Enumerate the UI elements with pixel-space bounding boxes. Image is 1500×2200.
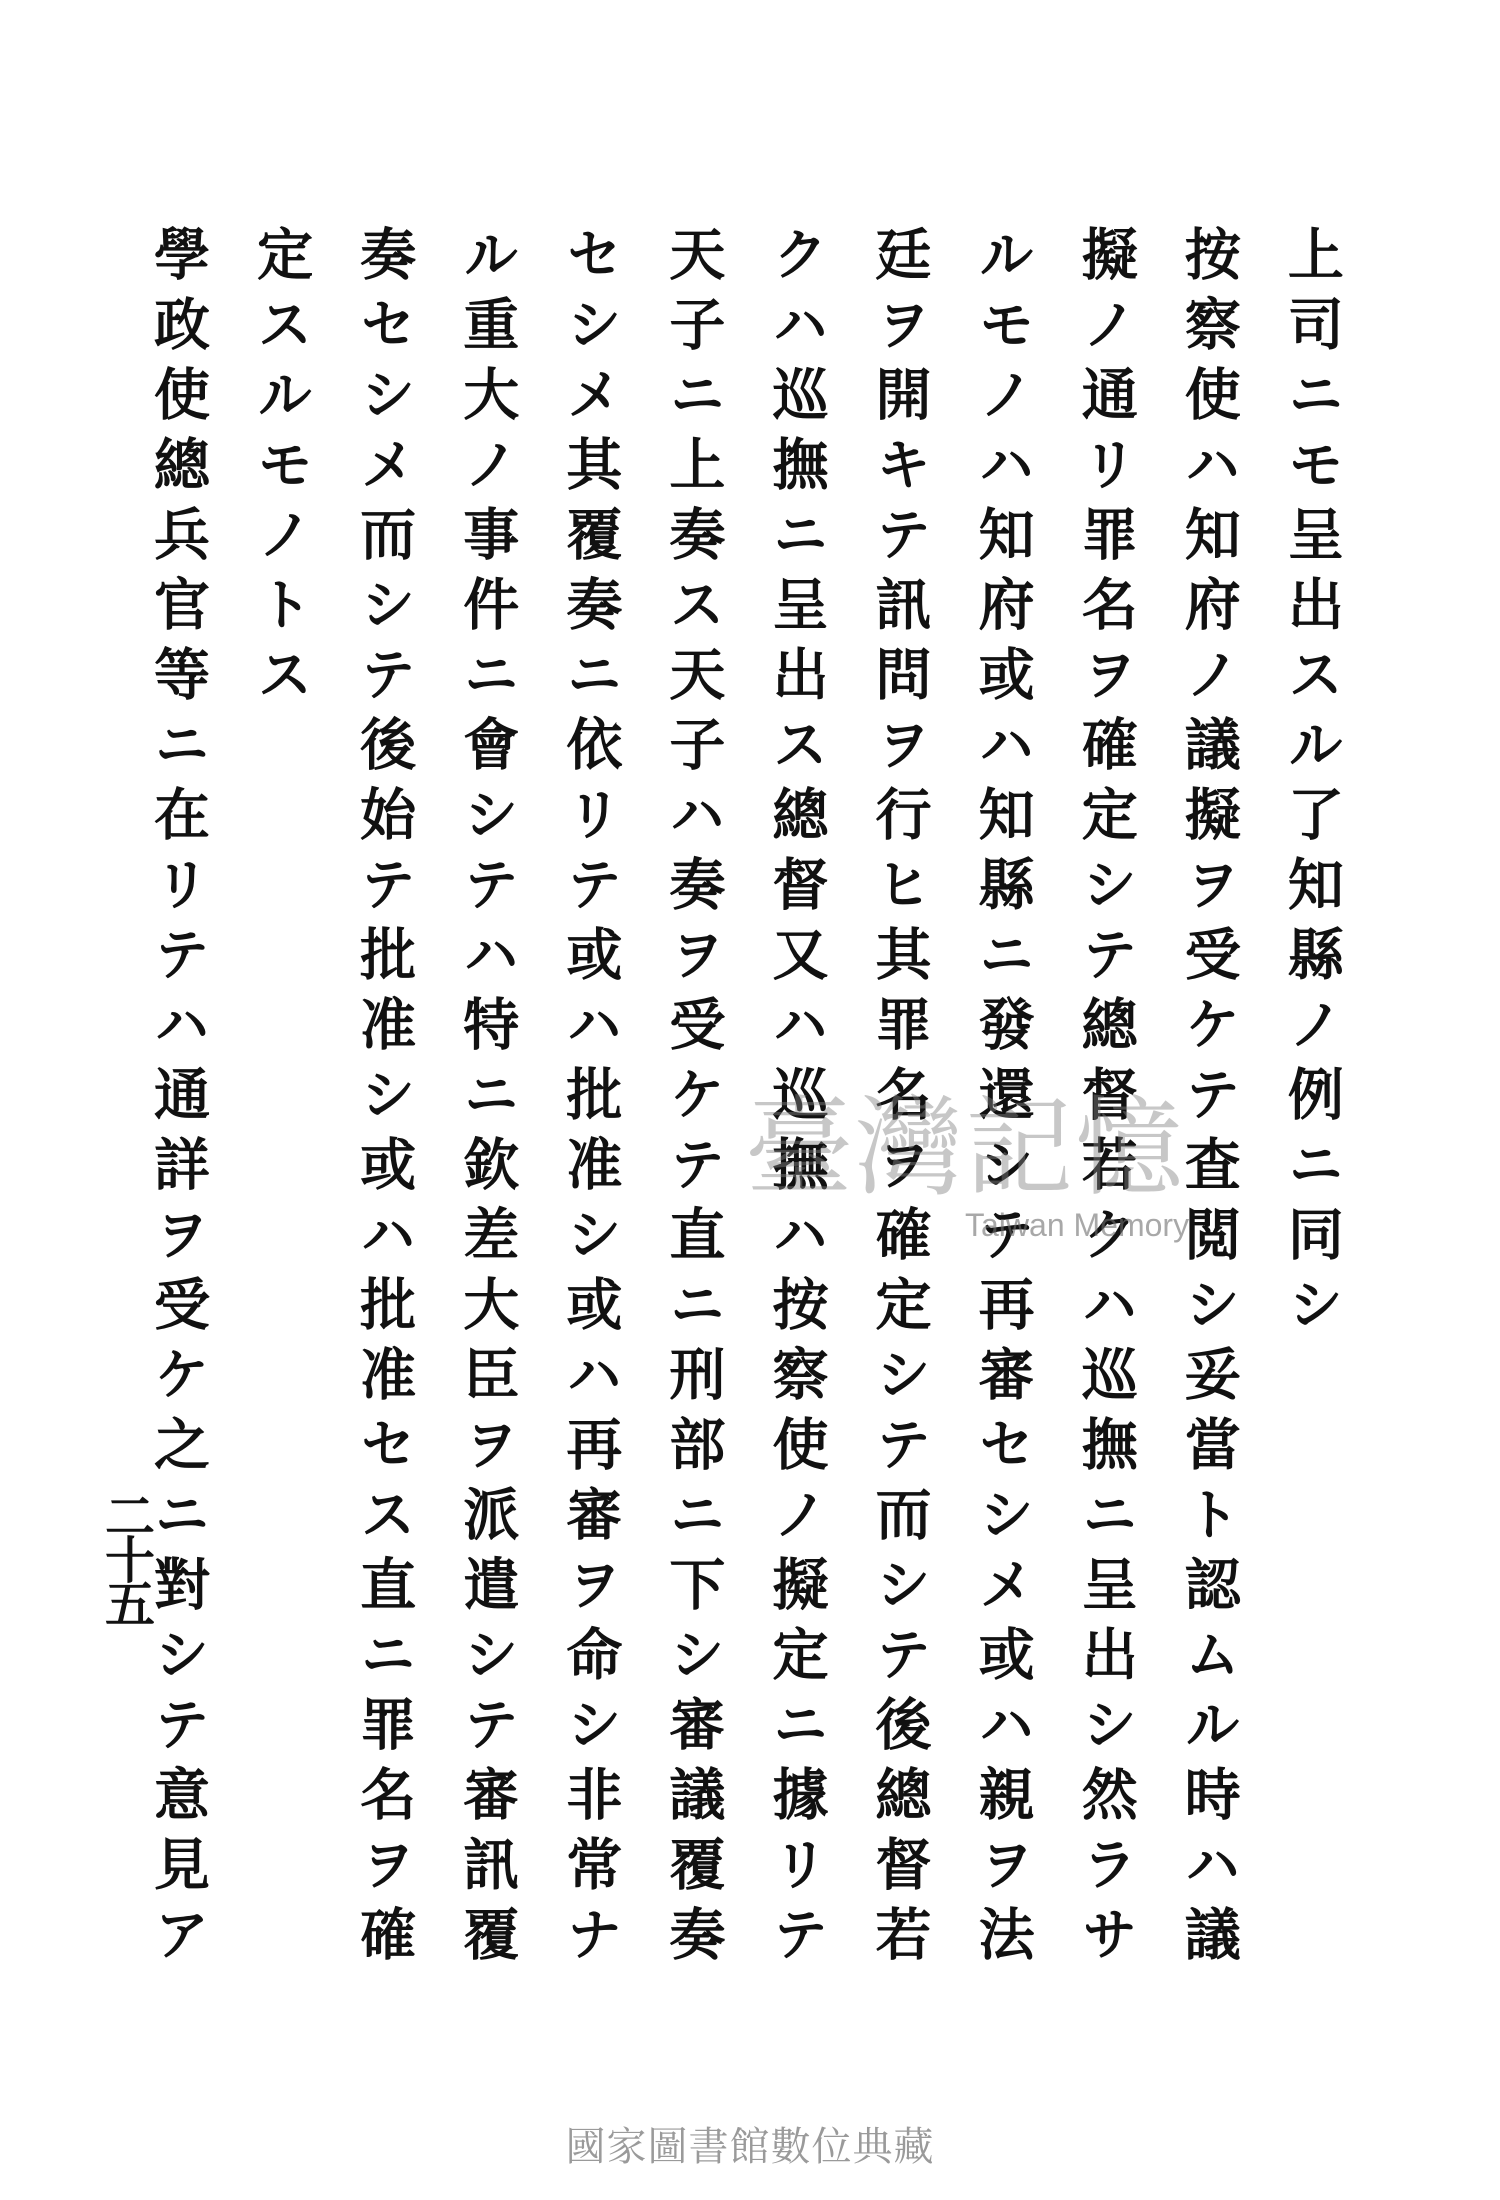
text-column-6: クハ巡撫ニ呈出ス總督又ハ巡撫ハ按察使ノ擬定ニ據リテ [763,225,830,1975]
text-column-5: 廷ヲ開キテ訊問ヲ行ヒ其罪名ヲ確定シテ而シテ後總督若 [866,225,933,1975]
text-column-7: 天子ニ上奏ス天子ハ奏ヲ受ケテ直ニ刑部ニ下シ審議覆奏 [660,225,727,1975]
text-column-1: 上司ニモ呈出スル了知縣ノ例ニ同シ [1278,225,1345,1345]
text-column-3: 擬ノ通リ罪名ヲ確定シテ總督若クハ巡撫ニ呈出シ然ラサ [1072,225,1139,1975]
text-column-10: 奏セシメ而シテ後始テ批准シ或ハ批准セス直ニ罪名ヲ確 [351,225,418,1975]
page-number: 二十五 [97,1490,156,1622]
text-column-12: 學政使總兵官等ニ在リテハ通詳ヲ受ケ之ニ對シテ意見ア [145,225,211,1975]
watermark-chinese: 臺灣記憶 [745,1086,1186,1211]
text-column-2: 按察使ハ知府ノ議擬ヲ受ケテ査閲シ妥當ト認ムル時ハ議 [1175,225,1242,1975]
footer-caption: 國家圖書館數位典藏 [565,2124,935,2170]
vertical-text-block [145,225,1345,2025]
text-column-8: セシメ其覆奏ニ依リテ或ハ批准シ或ハ再審ヲ命シ非常ナ [557,225,624,1975]
text-column-9: ル重大ノ事件ニ會シテハ特ニ欽差大臣ヲ派遣シテ審訊覆 [454,225,521,1975]
watermark-english: Taiwan Memory [965,1207,1190,1243]
text-column-11: 定スルモノトス [248,225,315,715]
text-column-4: ルモノハ知府或ハ知縣ニ發還シテ再審セシメ或ハ親ヲ法 [969,225,1036,1975]
